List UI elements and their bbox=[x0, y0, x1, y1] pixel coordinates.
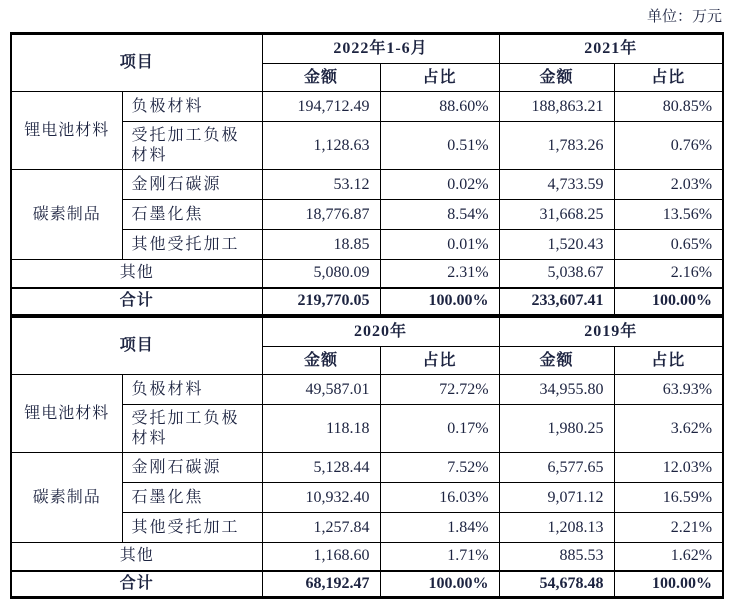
ratio-header: 占比 bbox=[380, 347, 499, 375]
amount-header: 金额 bbox=[499, 64, 614, 92]
row-diamond-carbon bbox=[11, 170, 723, 200]
ratio-cell: 2.16% bbox=[614, 260, 723, 288]
amount-cell: 34,955.80 bbox=[499, 375, 614, 405]
amount-header: 金额 bbox=[499, 347, 614, 375]
ratio-cell: 80.85% bbox=[614, 92, 723, 122]
amount-cell: 31,668.25 bbox=[499, 200, 614, 230]
unit-label: 单位：万元 bbox=[646, 9, 722, 25]
ratio-cell: 1.84% bbox=[380, 513, 499, 543]
amount-cell: 5,038.67 bbox=[499, 260, 614, 288]
group-lithium-battery-materials: 锂电池材料 bbox=[11, 375, 122, 453]
revenue-table-2022-2021 bbox=[10, 32, 724, 315]
table-row bbox=[11, 34, 723, 64]
ratio-cell: 0.51% bbox=[380, 122, 499, 170]
ratio-cell: 3.62% bbox=[614, 405, 723, 453]
row-other bbox=[11, 543, 723, 571]
ratio-header: 占比 bbox=[614, 347, 723, 375]
amount-cell: 188,863.21 bbox=[499, 92, 614, 122]
period-header-2020: 2020年 bbox=[262, 317, 499, 347]
ratio-cell: 0.17% bbox=[380, 405, 499, 453]
row-diamond-carbon bbox=[11, 453, 723, 483]
table-row bbox=[11, 317, 723, 347]
amount-cell: 53.12 bbox=[262, 170, 380, 200]
item-label: 金刚石碳源 bbox=[122, 453, 262, 483]
amount-cell: 5,128.44 bbox=[262, 453, 380, 483]
amount-cell: 49,587.01 bbox=[262, 375, 380, 405]
ratio-cell: 12.03% bbox=[614, 453, 723, 483]
ratio-cell: 100.00% bbox=[380, 571, 499, 598]
ratio-cell: 1.71% bbox=[380, 543, 499, 571]
amount-cell: 68,192.47 bbox=[262, 571, 380, 598]
ratio-cell: 72.72% bbox=[380, 375, 499, 405]
period-header-2022h1: 2022年1-6月 bbox=[262, 34, 499, 64]
amount-cell: 1,168.60 bbox=[262, 543, 380, 571]
amount-cell: 18,776.87 bbox=[262, 200, 380, 230]
period-header-2021: 2021年 bbox=[499, 34, 723, 64]
amount-cell: 1,520.43 bbox=[499, 230, 614, 260]
group-lithium-battery-materials: 锂电池材料 bbox=[11, 92, 122, 170]
ratio-cell: 13.56% bbox=[614, 200, 723, 230]
row-total bbox=[11, 571, 723, 598]
group-carbon-products: 碳素制品 bbox=[11, 453, 122, 543]
ratio-cell: 16.03% bbox=[380, 483, 499, 513]
amount-cell: 18.85 bbox=[262, 230, 380, 260]
amount-cell: 885.53 bbox=[499, 543, 614, 571]
ratio-header: 占比 bbox=[380, 64, 499, 92]
amount-cell: 9,071.12 bbox=[499, 483, 614, 513]
amount-cell: 1,783.26 bbox=[499, 122, 614, 170]
item-label: 石墨化焦 bbox=[122, 200, 262, 230]
item-label: 负极材料 bbox=[122, 92, 262, 122]
item-column-header: 项目 bbox=[11, 317, 262, 375]
amount-cell: 10,932.40 bbox=[262, 483, 380, 513]
item-label: 其他受托加工 bbox=[122, 513, 262, 543]
item-label: 金刚石碳源 bbox=[122, 170, 262, 200]
amount-cell: 1,208.13 bbox=[499, 513, 614, 543]
ratio-cell: 0.02% bbox=[380, 170, 499, 200]
amount-cell: 219,770.05 bbox=[262, 288, 380, 315]
item-label: 石墨化焦 bbox=[122, 483, 262, 513]
ratio-cell: 100.00% bbox=[380, 288, 499, 315]
ratio-cell: 2.31% bbox=[380, 260, 499, 288]
row-anode-materials bbox=[11, 375, 723, 405]
period-header-2019: 2019年 bbox=[499, 317, 723, 347]
amount-cell: 5,080.09 bbox=[262, 260, 380, 288]
ratio-cell: 1.62% bbox=[614, 543, 723, 571]
amount-cell: 233,607.41 bbox=[499, 288, 614, 315]
ratio-cell: 0.76% bbox=[614, 122, 723, 170]
ratio-cell: 7.52% bbox=[380, 453, 499, 483]
amount-cell: 1,128.63 bbox=[262, 122, 380, 170]
item-label: 受托加工负极材料 bbox=[122, 122, 262, 170]
row-total bbox=[11, 288, 723, 315]
revenue-table-2020-2019 bbox=[10, 315, 724, 599]
ratio-cell: 63.93% bbox=[614, 375, 723, 405]
total-label: 合计 bbox=[11, 288, 262, 315]
item-label: 其他 bbox=[11, 543, 262, 571]
ratio-cell: 0.01% bbox=[380, 230, 499, 260]
amount-header: 金额 bbox=[262, 64, 380, 92]
ratio-cell: 100.00% bbox=[614, 288, 723, 315]
amount-cell: 118.18 bbox=[262, 405, 380, 453]
ratio-header: 占比 bbox=[614, 64, 723, 92]
ratio-cell: 2.21% bbox=[614, 513, 723, 543]
amount-header: 金额 bbox=[262, 347, 380, 375]
amount-cell: 6,577.65 bbox=[499, 453, 614, 483]
item-label: 负极材料 bbox=[122, 375, 262, 405]
group-carbon-products: 碳素制品 bbox=[11, 170, 122, 260]
row-anode-materials bbox=[11, 92, 723, 122]
amount-cell: 4,733.59 bbox=[499, 170, 614, 200]
amount-cell: 194,712.49 bbox=[262, 92, 380, 122]
item-column-header: 项目 bbox=[11, 34, 262, 92]
ratio-cell: 8.54% bbox=[380, 200, 499, 230]
amount-cell: 54,678.48 bbox=[499, 571, 614, 598]
ratio-cell: 0.65% bbox=[614, 230, 723, 260]
total-label: 合计 bbox=[11, 571, 262, 598]
item-label: 其他 bbox=[11, 260, 262, 288]
ratio-cell: 16.59% bbox=[614, 483, 723, 513]
ratio-cell: 100.00% bbox=[614, 571, 723, 598]
amount-cell: 1,980.25 bbox=[499, 405, 614, 453]
amount-cell: 1,257.84 bbox=[262, 513, 380, 543]
item-label: 其他受托加工 bbox=[122, 230, 262, 260]
item-label: 受托加工负极材料 bbox=[122, 405, 262, 453]
row-other bbox=[11, 260, 723, 288]
ratio-cell: 2.03% bbox=[614, 170, 723, 200]
ratio-cell: 88.60% bbox=[380, 92, 499, 122]
